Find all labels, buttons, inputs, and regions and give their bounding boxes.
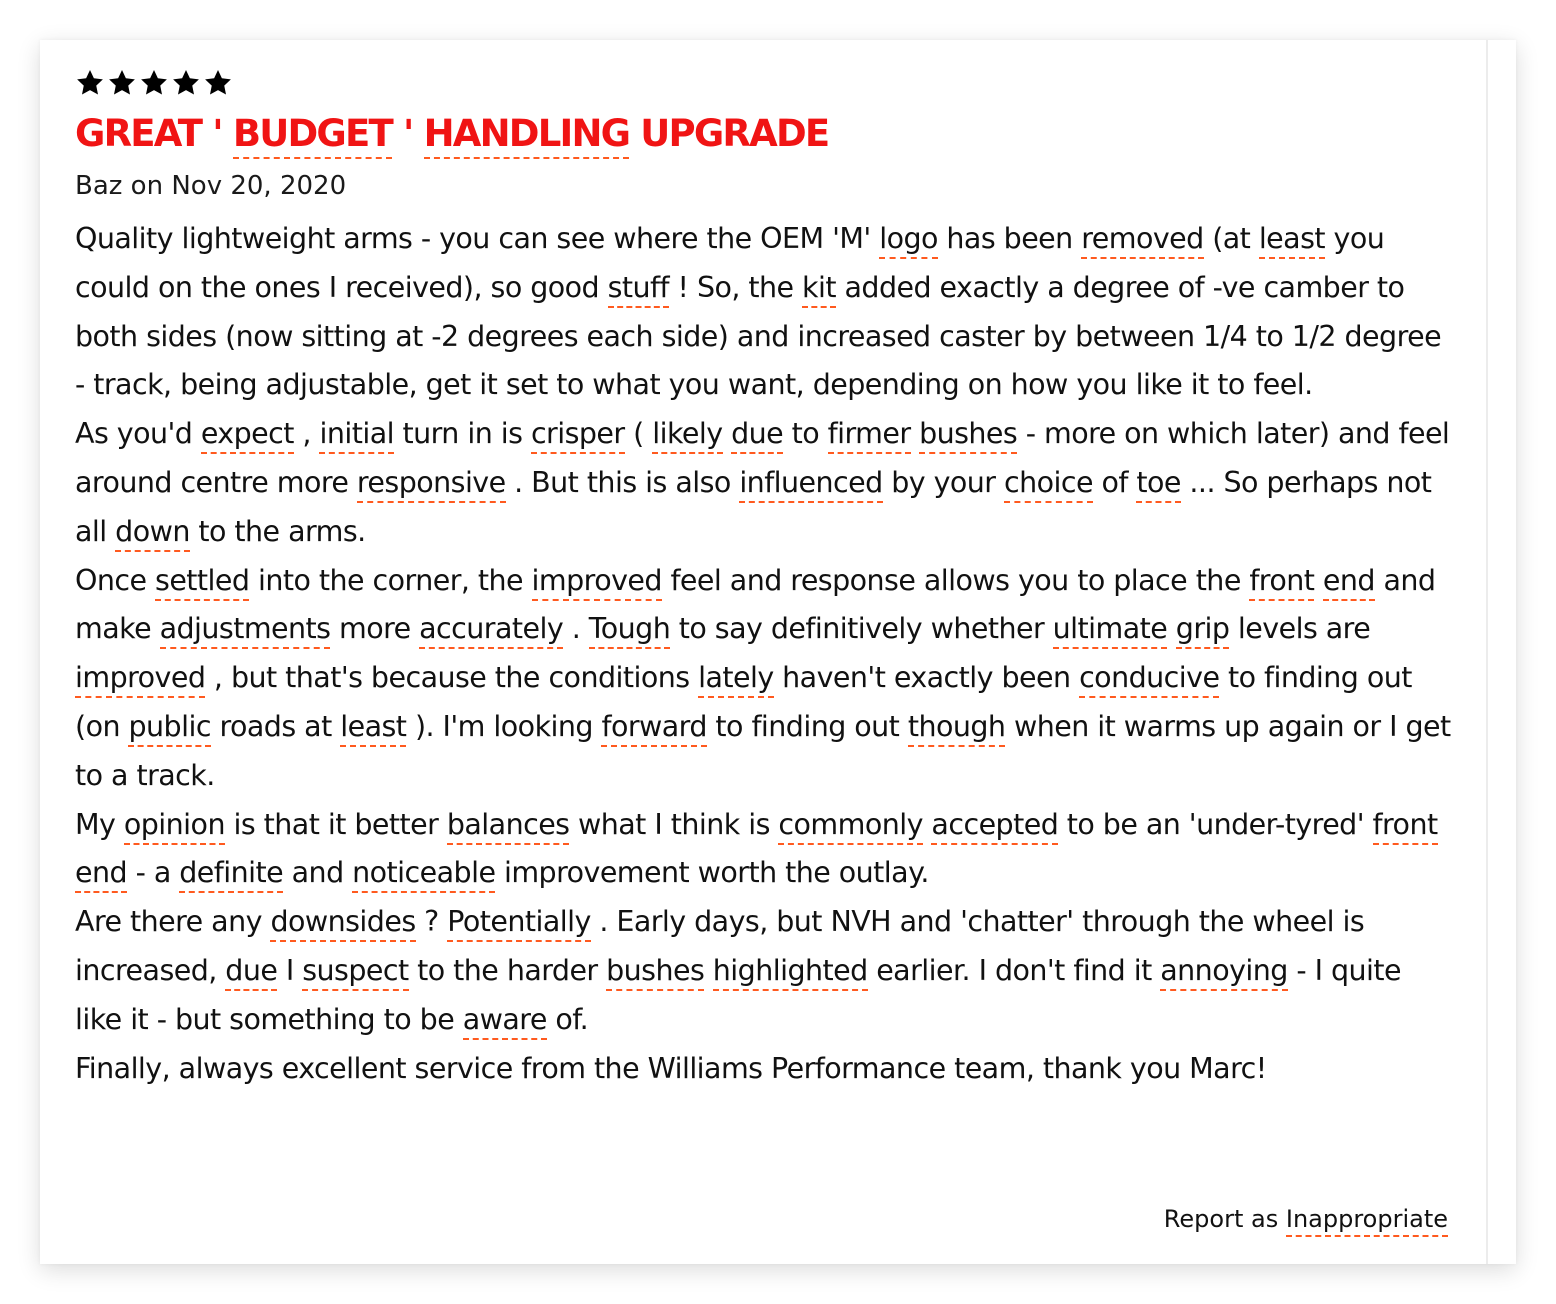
- review-paragraph: Once settled into the corner, the improved feel and response allows you to place the front end and make adjustments more accurately . Tough to say definitively whether ultimate grip levels are improved , but that's because the conditions lately haven't exactly been conducive to finding out (on public roads at least ). I'm looking forward to finding out though when it warms up again or I get to a track.: [75, 563, 1451, 792]
- review-byline: Baz on Nov 20, 2020: [75, 171, 347, 201]
- review-paragraph: Quality lightweight arms - you can see where the OEM 'M' logo has been removed (at least you could on the ones I received), so good stuff ! So, the kit added exactly a degree of -ve camber to both sides (now sitting at -2 degrees each side) and increased caster by between 1/4 to 1/2 degree - track, being adjustable, get it set to what you want, depending on how you like it to feel.: [75, 222, 1442, 402]
- star-icon: [75, 68, 105, 98]
- review-paragraph: Finally, always excellent service from the Williams Performance team, thank you Marc!: [75, 1051, 1267, 1085]
- review-paragraph: Are there any downsides ? Potentially . Early days, but NVH and 'chatter' through the wheel is increased, due I suspect to the harder bushes highlighted earlier. I don't find it annoying - I quite like it - but something to be aware of.: [75, 898, 1455, 1044]
- review-paragraph: My opinion is that it better balances what I think is commonly accepted to be an 'under-tyred' front end - a definite and noticeable improvement worth the outlay.: [75, 801, 1455, 899]
- report-inappropriate-link[interactable]: Report as Inappropriate: [1164, 1202, 1448, 1236]
- review-content: [75, 66, 1455, 1093]
- review-title: GREAT ' BUDGET ' HANDLING UPGRADE: [75, 112, 1455, 156]
- review-body: [75, 215, 1455, 1093]
- star-icon: [107, 68, 137, 98]
- star-icon: [171, 68, 201, 98]
- star-rating: [75, 66, 1455, 100]
- review-card: [40, 40, 1516, 1264]
- review-paragraph: As you'd expect , initial turn in is crisper ( likely due to firmer bushes - more on which later) and feel around centre more responsive . But this is also influenced by your choice of toe ... So perhaps not all down to the arms.: [75, 410, 1455, 556]
- star-icon: [139, 68, 169, 98]
- scrollbar-track[interactable]: [1486, 40, 1488, 1264]
- star-icon: [203, 68, 233, 98]
